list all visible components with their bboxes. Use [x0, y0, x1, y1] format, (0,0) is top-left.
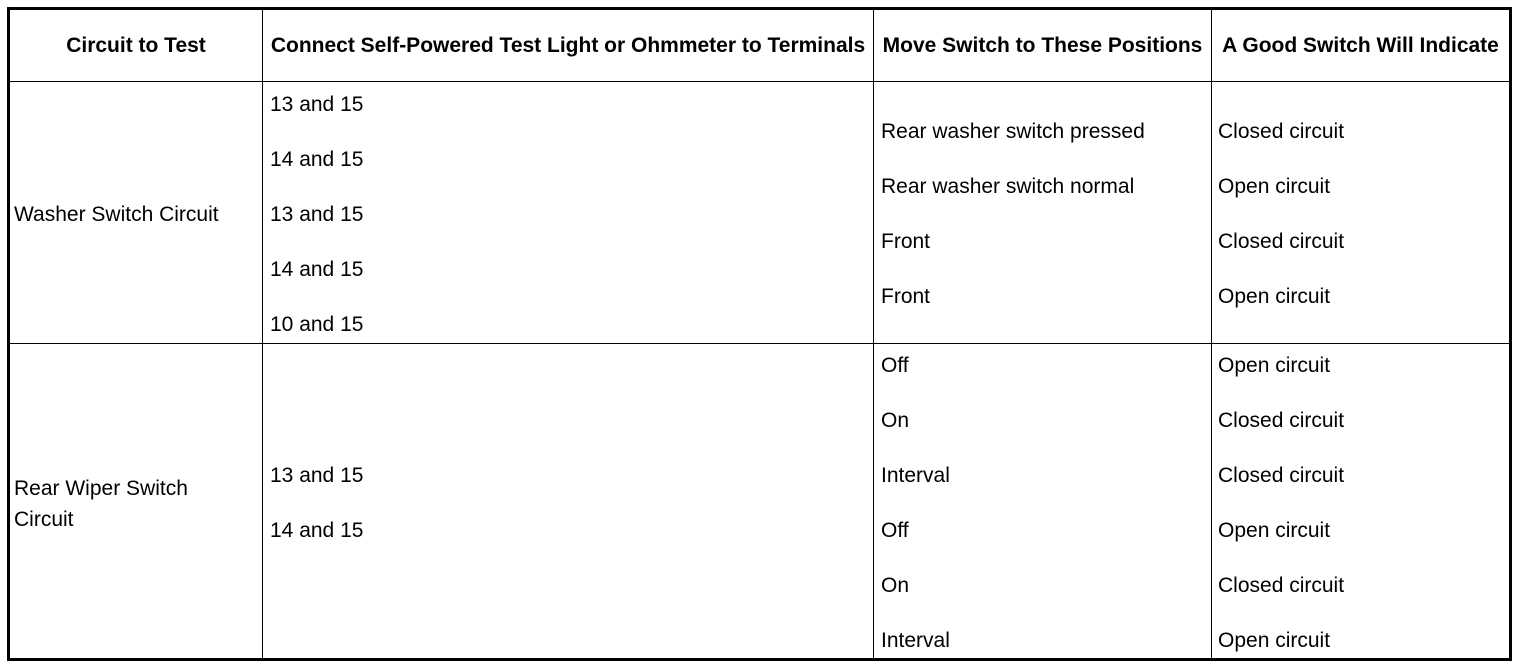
washer-position-1: Rear washer switch pressed — [881, 120, 1145, 143]
washer-indication-3: Closed circuit — [1218, 230, 1345, 253]
rear-wiper-indication-6: Open circuit — [1218, 629, 1331, 652]
washer-terminal-1: 13 and 15 — [270, 93, 364, 116]
rear-wiper-position-3: Interval — [881, 464, 950, 487]
washer-indication-2: Open circuit — [1218, 175, 1331, 198]
rear-wiper-indication-2: Closed circuit — [1218, 409, 1345, 432]
rear-wiper-position-5: On — [881, 574, 910, 597]
rear-wiper-terminal-1: 13 and 15 — [270, 464, 364, 487]
rear-wiper-circuit-label-line1: Rear Wiper Switch — [14, 477, 188, 500]
rear-wiper-indication-4: Open circuit — [1218, 519, 1331, 542]
rear-wiper-terminal-2: 14 and 15 — [270, 519, 364, 542]
column-divider — [262, 10, 263, 658]
rear-wiper-position-1: Off — [881, 354, 909, 377]
washer-circuit-label: Washer Switch Circuit — [14, 203, 219, 226]
header-connect-terminals: Connect Self-Powered Test Light or Ohmmeter to Terminals — [270, 34, 866, 57]
rear-wiper-position-2: On — [881, 409, 910, 432]
washer-indication-1: Closed circuit — [1218, 120, 1345, 143]
rear-wiper-indication-1: Open circuit — [1218, 354, 1331, 377]
washer-position-4: Front — [881, 285, 931, 308]
column-divider — [873, 10, 874, 658]
rear-wiper-indication-5: Closed circuit — [1218, 574, 1345, 597]
washer-indication-4: Open circuit — [1218, 285, 1331, 308]
washer-terminal-2: 14 and 15 — [270, 148, 364, 171]
header-circuit-to-test: Circuit to Test — [66, 34, 206, 57]
row-divider — [10, 343, 1509, 344]
washer-terminal-3: 13 and 15 — [270, 203, 364, 226]
rear-wiper-position-6: Interval — [881, 629, 950, 652]
rear-wiper-indication-3: Closed circuit — [1218, 464, 1345, 487]
rear-wiper-circuit-label-line2: Circuit — [14, 508, 74, 531]
washer-terminal-5: 10 and 15 — [270, 313, 364, 336]
rear-wiper-position-4: Off — [881, 519, 909, 542]
header-good-switch-indication: A Good Switch Will Indicate — [1222, 34, 1499, 57]
washer-terminal-4: 14 and 15 — [270, 258, 364, 281]
header-move-switch-positions: Move Switch to These Positions — [882, 34, 1203, 57]
washer-position-2: Rear washer switch normal — [881, 175, 1135, 198]
column-divider — [1211, 10, 1212, 658]
switch-test-table — [7, 7, 1512, 661]
washer-position-3: Front — [881, 230, 931, 253]
